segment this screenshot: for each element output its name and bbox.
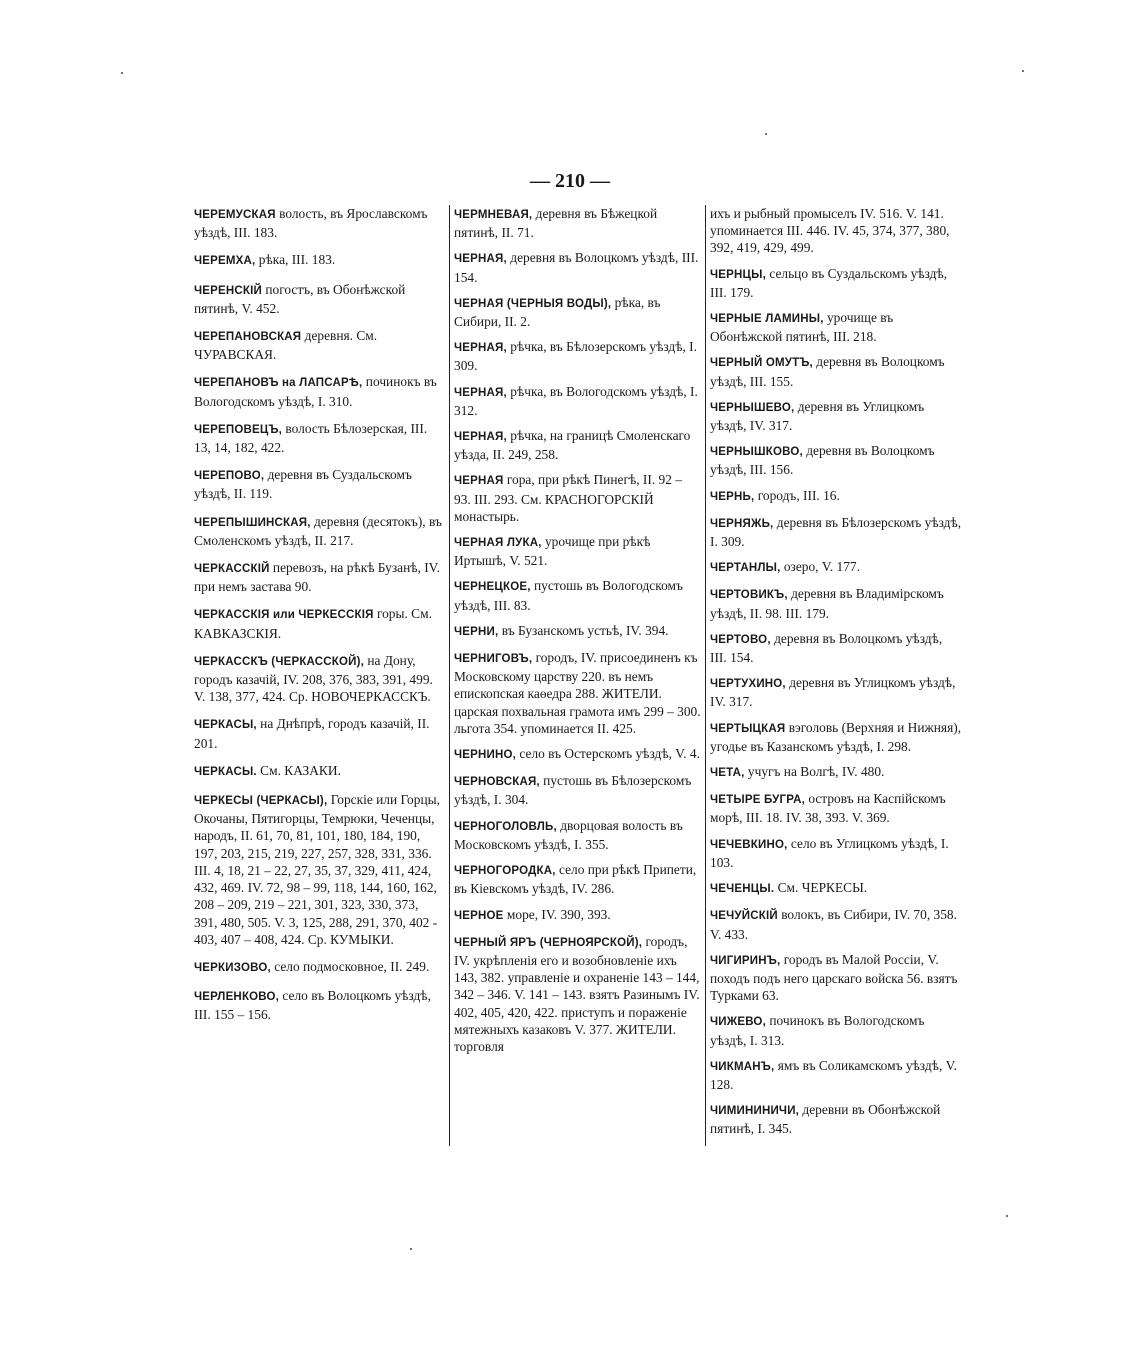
entry-headword: ЧЕРЕПАНОВЪ на ЛАПСАРѢ, bbox=[194, 377, 363, 390]
entry-text: село въ Волоцкомъ уѣздѣ, III. 155 – 156. bbox=[194, 988, 431, 1023]
index-entry bbox=[710, 1101, 962, 1137]
entry-text: пустошь въ Вологодскомъ уѣздѣ, III. 83. bbox=[454, 578, 683, 613]
index-entry bbox=[454, 933, 701, 1055]
entry-text: погостъ, въ Обонѣжской пятинѣ, V. 452. bbox=[194, 281, 406, 316]
entry-text: учугъ на Волгѣ, IV. 480. bbox=[744, 764, 885, 780]
entry-text: село при рѣкѣ Припети, въ Кіевскомъ уѣздѣ, IV. 286. bbox=[454, 862, 697, 897]
index-entry bbox=[710, 835, 962, 871]
entry-headword: ЧЕРНЬ, bbox=[710, 490, 755, 503]
index-entry bbox=[454, 772, 701, 808]
entry-text: гора, при рѣкѣ Пинегѣ, II. 92 – 93. III. 293. См. КРАСНОГОРСКІЙ монастырь. bbox=[454, 472, 682, 524]
index-entry bbox=[454, 906, 701, 925]
entry-headword: ЧЕТЫРЕ БУГРА, bbox=[710, 794, 805, 807]
entry-text: рѣчка, на границѣ Смоленскаго уѣзда, II. 249, 258. bbox=[454, 428, 691, 463]
index-entry bbox=[194, 715, 445, 751]
entry-text: рѣка, III. 183. bbox=[255, 252, 336, 268]
entry-headword: ЧЕРНАЯ, bbox=[454, 342, 507, 355]
entry-text: деревня въ Углицкомъ уѣздѣ, IV. 317. bbox=[710, 398, 925, 434]
entry-text: См. КАЗАКИ. bbox=[256, 762, 341, 778]
entry-text: городъ, III. 16. bbox=[754, 487, 840, 503]
scan-speck bbox=[1022, 70, 1024, 72]
entry-headword: ЧЕРНАЯ bbox=[454, 475, 504, 488]
index-entry bbox=[194, 281, 445, 317]
index-entry bbox=[194, 559, 445, 595]
entry-headword: ЧЕРКАСЫ. bbox=[194, 765, 257, 778]
index-entry bbox=[710, 265, 962, 301]
index-entry bbox=[710, 442, 962, 478]
page-number: — 210 — bbox=[530, 170, 610, 192]
index-entry bbox=[710, 790, 962, 826]
scan-speck bbox=[1006, 1215, 1008, 1217]
entry-text: рѣчка, въ Бѣлозерскомъ уѣздѣ, I. 309. bbox=[454, 339, 697, 374]
entry-headword: ЧЕРНЫЙ ОМУТЪ, bbox=[710, 357, 813, 370]
entry-headword: ЧЕРЕМУСКАЯ bbox=[194, 209, 276, 221]
index-entry bbox=[454, 622, 701, 641]
entry-headword: ЧЕРНОЕ bbox=[454, 909, 504, 922]
entry-text: вэголовь (Верхняя и Нижняя), угодье въ Казанскомъ уѣздѣ, I. 298. bbox=[710, 719, 962, 754]
entry-text: волость, въ Ярославскомъ уѣздѣ, III. 183. bbox=[194, 206, 428, 241]
scan-speck bbox=[765, 133, 767, 135]
entry-headword: ЧЕРКАССКЪ (ЧЕРКАССКОЙ), bbox=[194, 655, 365, 668]
entry-headword: ЧЕРКАСЫ, bbox=[194, 719, 257, 732]
entry-text: урочище въ Обонѣжской пятинѣ, III. 218. bbox=[710, 310, 894, 345]
entry-text: въ Бузанскомъ устьѣ, IV. 394. bbox=[498, 622, 669, 638]
entry-headword: ЧЕЧЕНЦЫ. bbox=[710, 883, 775, 896]
entry-text: озеро, V. 177. bbox=[780, 559, 860, 575]
entry-headword: ЧЕРНАЯ, bbox=[454, 253, 507, 266]
entry-text: сельцо въ Суздальскомъ уѣздѣ, III. 179. bbox=[710, 265, 948, 300]
entry-headword: ЧЕРНАЯ ЛУКА, bbox=[454, 537, 542, 550]
index-entry bbox=[194, 652, 445, 706]
entry-text: починокъ въ Вологодскомъ уѣздѣ, I. 310. bbox=[194, 374, 437, 409]
index-entry bbox=[710, 879, 962, 898]
entry-headword: ЧЕРЕПОВЕЦЪ, bbox=[194, 423, 283, 436]
entry-text: ямъ въ Соликамскомъ уѣздѣ, V. 128. bbox=[710, 1057, 957, 1092]
entry-headword: ЧЕЧЕВКИНО, bbox=[710, 838, 788, 851]
column-1 bbox=[194, 205, 450, 1146]
index-entry bbox=[454, 249, 701, 285]
entry-headword: ЧЕРНИГОВЪ, bbox=[454, 653, 533, 666]
entry-text: деревня въ Бѣжецкой пятинѣ, II. 71. bbox=[454, 206, 658, 241]
index-entry bbox=[710, 309, 962, 345]
entry-headword: ЧЕРКЕСЫ (ЧЕРКАСЫ), bbox=[194, 795, 328, 808]
index-entry bbox=[194, 251, 445, 270]
index-columns bbox=[194, 205, 964, 1146]
entry-text: село въ Углицкомъ уѣздѣ, I. 103. bbox=[710, 835, 949, 870]
index-entry bbox=[194, 327, 445, 363]
entry-text: деревня. См. ЧУРАВСКАЯ. bbox=[194, 328, 378, 363]
entry-headword: ЧЕРЕПОВО, bbox=[194, 470, 265, 483]
entry-text: волокъ, въ Сибири, IV. 70, 358. V. 433. bbox=[710, 907, 957, 942]
entry-headword: ЧЕРМНЕВАЯ, bbox=[454, 209, 533, 221]
index-entry bbox=[454, 577, 701, 613]
entry-headword: ЧЕРНАЯ, bbox=[454, 431, 507, 444]
entry-headword: ЧЕРТАНЛЫ, bbox=[710, 562, 781, 575]
entry-text: городъ, IV. укрѣпленія его и возобновленіе ихъ 143, 382. управленіе и охраненіе 143 – 144, 342 – 346. V. 141 – 143. взятъ Разинымъ IV. 402, 405, 420, 422. приступъ и пораженіе мятежныхъ казаковъ V. 377. ЖИТЕЛИ. торговля bbox=[454, 933, 700, 1054]
entry-text: островъ на Каспійскомъ морѣ, III. 18. IV. 38, 393. V. 369. bbox=[710, 791, 946, 826]
entry-text: на Дону, городъ казачій, IV. 208, 376, 383, 391, 499. V. 138, 377, 424. Ср. НОВОЧЕРКАССКЪ. bbox=[194, 652, 433, 705]
index-entry bbox=[454, 338, 701, 374]
entry-headword: ЧЕРНОГОРОДКА, bbox=[454, 865, 556, 878]
index-entry bbox=[194, 987, 445, 1023]
entry-headword: ЧЕРНЫШЕВО, bbox=[710, 401, 795, 414]
entry-headword: ЧЕРКАССКІЙ bbox=[194, 563, 270, 576]
entry-headword: ЧЕРНАЯ, bbox=[454, 386, 507, 399]
entry-headword: ЧЕРНОГОЛОВЛЬ, bbox=[454, 820, 557, 833]
entry-headword: ЧИГИРИНЪ, bbox=[710, 954, 781, 967]
index-entry bbox=[710, 906, 962, 942]
index-entry bbox=[454, 294, 701, 330]
index-entry bbox=[454, 383, 701, 419]
index-entry bbox=[194, 205, 445, 241]
index-entry bbox=[194, 791, 445, 948]
entry-text: село подмосковное, II. 249. bbox=[270, 958, 430, 974]
entry-text: ихъ и рыбный промыселъ IV. 516. V. 141. упоминается III. 446. IV. 45, 374, 377, 380, 392, 419, 429, 499. bbox=[710, 206, 950, 256]
entry-text: море, IV. 390, 393. bbox=[503, 906, 611, 922]
entry-headword: ЧЕРКИЗОВО, bbox=[194, 961, 271, 974]
entry-headword: ЧЕРТЫЦКАЯ bbox=[710, 722, 786, 735]
entry-text: городъ въ Малой Россіи, V. походъ подъ него царскаго войска 56. взятъ Турками 63. bbox=[710, 951, 958, 1004]
index-entry bbox=[710, 763, 962, 782]
entry-text: рѣчка, въ Вологодскомъ уѣздѣ, I. 312. bbox=[454, 383, 698, 418]
entry-headword: ЧЕРНЫШКОВО, bbox=[710, 446, 803, 459]
index-entry bbox=[710, 514, 962, 550]
entry-headword: ЧЕЧУЙСКІЙ bbox=[710, 910, 778, 923]
entry-headword: ЧЕРНИ, bbox=[454, 625, 499, 638]
index-entry bbox=[454, 745, 701, 764]
index-entry bbox=[194, 513, 445, 549]
scan-speck bbox=[410, 1248, 412, 1250]
entry-text: деревня въ Углицкомъ уѣздѣ, IV. 317. bbox=[710, 675, 956, 710]
index-entry bbox=[710, 1012, 962, 1048]
index-entry bbox=[710, 951, 962, 1005]
entry-text: деревни въ Обонѣжской пятинѣ, I. 345. bbox=[710, 1102, 941, 1137]
index-entry bbox=[194, 958, 445, 977]
entry-headword: ЧЕРЕНСКІЙ bbox=[194, 284, 262, 297]
entry-headword: ЧЕТА, bbox=[710, 767, 745, 780]
entry-text: городъ, IV. присоединенъ къ Московскому царству 220. въ немъ епископская каѳедра 288. ЖИТЕЛИ. царская похвальная грамота имъ 299 – 300. льгота 354. упоминается II. 425. bbox=[454, 650, 701, 736]
index-entry bbox=[194, 466, 445, 502]
entry-text: деревня въ Бѣлозерскомъ уѣздѣ, I. 309. bbox=[710, 514, 962, 550]
entry-headword: ЧЕРЕПАНОВСКАЯ bbox=[194, 331, 302, 344]
entry-text: дворцовая волость въ Московскомъ уѣздѣ, I. 355. bbox=[454, 817, 683, 852]
entry-headword: ЧЕРКАССКІЯ или ЧЕРКЕССКІЯ bbox=[194, 609, 374, 622]
entry-text: пустошь въ Бѣлозерскомъ уѣздѣ, I. 304. bbox=[454, 773, 692, 808]
entry-headword: ЧЕРЛЕНКОВО, bbox=[194, 991, 280, 1004]
index-entry bbox=[710, 674, 962, 710]
column-3 bbox=[706, 205, 962, 1146]
index-entry bbox=[454, 471, 701, 525]
entry-text: село въ Остерскомъ уѣздѣ, V. 4. bbox=[516, 746, 700, 762]
entry-text: починокъ въ Вологодскомъ уѣздѣ, I. 313. bbox=[710, 1013, 925, 1048]
scan-speck bbox=[121, 72, 123, 74]
index-entry bbox=[710, 1057, 962, 1093]
index-entry bbox=[710, 585, 962, 621]
index-entry bbox=[710, 487, 962, 506]
entry-text: деревня въ Волоцкомъ уѣздѣ, III. 156. bbox=[710, 443, 935, 478]
entry-headword: ЧЕРТОВО, bbox=[710, 633, 771, 646]
entry-headword: ЧЕРНЦЫ, bbox=[710, 268, 766, 281]
entry-headword: ЧИКМАНЪ, bbox=[710, 1060, 775, 1073]
entry-headword: ЧЕРНОВСКАЯ, bbox=[454, 776, 540, 789]
entry-text: рѣка, въ Сибири, II. 2. bbox=[454, 294, 661, 330]
entry-headword: ЧИЖЕВО, bbox=[710, 1016, 766, 1029]
entry-headword: ЧЕРНИНО, bbox=[454, 749, 517, 762]
index-entry bbox=[454, 861, 701, 897]
entry-headword: ЧЕРТУХИНО, bbox=[710, 678, 786, 691]
entry-text: деревня въ Суздальскомъ уѣздѣ, II. 119. bbox=[194, 467, 412, 502]
index-entry bbox=[710, 398, 962, 434]
entry-headword: ЧЕРЕМХА, bbox=[194, 255, 256, 268]
entry-headword: ЧЕРНЫЕ ЛАМИНЫ, bbox=[710, 313, 824, 326]
index-entry bbox=[710, 630, 962, 666]
entry-headword: ЧЕРЕПЫШИНСКАЯ, bbox=[194, 516, 311, 529]
entry-headword: ЧЕРНЕЦКОЕ, bbox=[454, 581, 531, 594]
entry-text: волость Бѣлозерская, III. 13, 14, 182, 422. bbox=[194, 420, 428, 456]
entry-text: на Днѣпрѣ, городъ казачій, II. 201. bbox=[194, 716, 430, 751]
index-entry bbox=[454, 427, 701, 463]
index-entry bbox=[710, 558, 962, 577]
entry-headword: ЧЕРТОВИКЪ, bbox=[710, 589, 788, 602]
entry-text: Горскіе или Горцы, Окочаны, Пятигорцы, Темрюки, Чеченцы, народъ, II. 61, 70, 81, 101, 180, 184, 190, 197, 203, 215, 219, 227, 257, 328, 331, 336. III. 4, 18, 21 – 22, 27, 35, 37, 329, 411, 424, 432, 469. IV. 72, 98 – 99, 118, 144, 160, 162, 208 – 209, 219 – 221, 301, 323, 330, 373, 391, 480, 505. V. 3, 125, 288, 291, 370, 402 - 403, 407 – 408, 424. Ср. КУМЫКИ. bbox=[194, 792, 440, 947]
index-entry bbox=[454, 533, 701, 569]
index-entry bbox=[194, 605, 445, 641]
entry-text: деревня въ Владимірскомъ уѣздѣ, II. 98. III. 179. bbox=[710, 586, 944, 621]
column-2 bbox=[450, 205, 706, 1146]
entry-text: деревня въ Волоцкомъ уѣздѣ, III. 154. bbox=[710, 630, 943, 666]
entry-text: урочище при рѣкѣ Иртышѣ, V. 521. bbox=[454, 534, 651, 569]
index-entry bbox=[710, 719, 962, 755]
entry-text: деревня (десятокъ), въ Смоленскомъ уѣздѣ, II. 217. bbox=[194, 513, 442, 548]
entry-text: горы. См. КАВКАЗСКІЯ. bbox=[194, 606, 432, 641]
index-entry bbox=[710, 353, 962, 389]
entry-text: См. ЧЕРКЕСЫ. bbox=[774, 880, 868, 896]
entry-headword: ЧЕРНЫЙ ЯРЪ (ЧЕРНОЯРСКОЙ), bbox=[454, 936, 643, 949]
index-entry bbox=[710, 205, 962, 257]
index-entry bbox=[194, 762, 445, 781]
entry-text: перевозъ, на рѣкѣ Бузанѣ, IV. при немъ застава 90. bbox=[194, 560, 440, 595]
entry-text: деревня въ Волоцкомъ уѣздѣ, III. 155. bbox=[710, 354, 945, 389]
index-entry bbox=[194, 373, 445, 409]
entry-headword: ЧЕРНЯЖЬ, bbox=[710, 517, 774, 530]
entry-text: деревня въ Волоцкомъ уѣздѣ, III. 154. bbox=[454, 250, 699, 285]
index-entry bbox=[194, 420, 445, 456]
index-entry bbox=[454, 205, 701, 241]
index-entry bbox=[454, 817, 701, 853]
index-entry bbox=[454, 649, 701, 737]
entry-headword: ЧИМИНИНИЧИ, bbox=[710, 1105, 800, 1118]
entry-headword: ЧЕРНАЯ (ЧЕРНЫЯ ВОДЫ), bbox=[454, 297, 612, 310]
